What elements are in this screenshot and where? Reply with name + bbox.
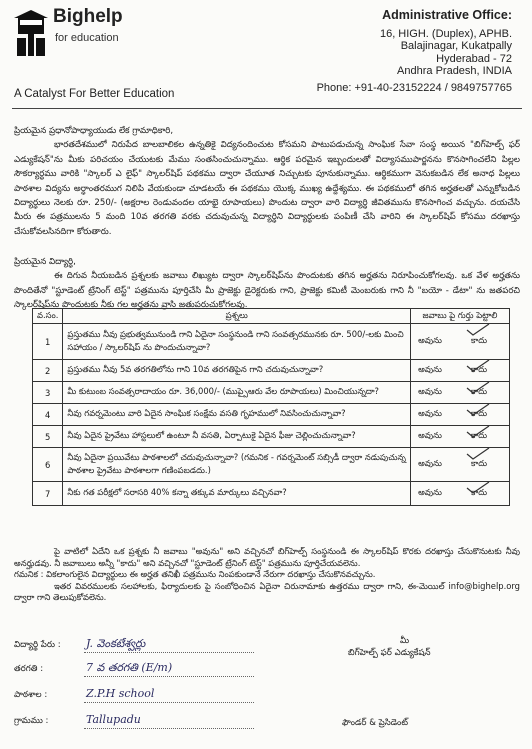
village-line <box>84 728 254 729</box>
note-contact: ఇతర వివరములకు సలహాలకు, ఫిర్యాదులకు పై సంబోధించిన ఏదైనా చిరునామాకు ఉత్తరము ద్వారా గాని, ఈ-మెయిల్ info@bighelp.org ద్వారా గాని తెలుపుకోవలెను. <box>14 580 520 603</box>
table-row <box>33 382 510 404</box>
notes-block <box>14 546 520 604</box>
answer-no-label: కాదు <box>470 335 488 345</box>
office-title: Administrative Office: <box>382 8 512 22</box>
answer-no[interactable] <box>449 404 510 426</box>
answer-yes[interactable]: అవును <box>411 382 450 404</box>
note-ineligibility: పై వాటిలో ఏదేని ఒక ప్రశ్నకు నీ జవాబు "అవును" అని వచ్చినచో బిగ్‌హెల్ప్ సంస్థనుండి ఈ స్కాలర్‌షిప్ కొరకు దరఖాస్తు చేసుకొనుటకు నీవు అనర్హుడవు. నీ జవాబులు అన్నీ "కాదు" అని వచ్చినచో "స్టూడెంట్ ట్రేనింగ్ టెస్ట్" పత్రమును పూర్తిచేయవలెను. <box>14 546 520 568</box>
address-line: Balajinagar, Kukatpally <box>400 40 512 53</box>
signature-closing: మీ <box>400 636 410 646</box>
header-divider <box>12 108 522 109</box>
answer-no[interactable] <box>449 324 510 360</box>
row-question: నీకు గత పరీక్షలో సరాసరి 40% కన్నా తక్కువ మార్కులు వచ్చినవా? <box>63 482 411 506</box>
letter-intro <box>14 124 520 239</box>
bighelp-logo-icon <box>14 8 48 60</box>
answer-yes[interactable]: అవును <box>411 482 450 506</box>
row-number: 6 <box>33 448 63 482</box>
address-line: Hyderabad - 72 <box>436 52 512 65</box>
row-question: మీ కుటుంబ సంవత్సరాదాయం రూ. 36,000/- (ముప్పైఆరు వేల రూపాయలు) మించియున్నదా? <box>63 382 411 404</box>
row-number: 3 <box>33 382 63 404</box>
answer-no-label: కాదు <box>470 458 488 468</box>
form-row-school <box>14 690 86 702</box>
answer-no-label: కాదు <box>470 408 488 418</box>
answer-yes[interactable]: అవును <box>411 324 450 360</box>
school-value[interactable]: Z.P.H school <box>86 687 155 700</box>
student-intro <box>14 255 520 313</box>
check-mark-icon <box>459 402 493 418</box>
school-label: పాఠశాల : <box>14 690 48 700</box>
answer-no[interactable] <box>449 426 510 448</box>
student-name-line <box>84 652 254 653</box>
answer-yes[interactable]: అవును <box>411 360 450 382</box>
answer-no[interactable] <box>449 482 510 506</box>
check-mark-icon <box>459 358 493 374</box>
tagline: A Catalyst For Better Education <box>14 88 175 100</box>
signature-title: ఫౌండర్ & ప్రెసిడెంట్ <box>342 718 408 728</box>
check-mark-icon <box>459 322 493 338</box>
row-question: నీవు ఏదైన ప్రైవేటు హాస్టలులో ఉంటూ నీ వసతి, ఏర్పాటుకై ఏదైన ఫీజు చెల్లించుచున్నావా? <box>63 426 411 448</box>
row-question: ప్రస్తుతము నీవు ప్రభుత్వమునుండి గాని ఏదైనా సంస్థనుండి గాని సంవత్సరమునకు రూ. 500/-లకు మించి సహాయం / స్కాలర్‌షిప్ ను పొందుచున్నావా? <box>63 324 411 360</box>
table-row <box>33 360 510 382</box>
row-number: 7 <box>33 482 63 506</box>
address-line: 16, HIGH. (Duplex), APHB. <box>379 27 512 40</box>
row-number: 4 <box>33 404 63 426</box>
office-address <box>317 9 512 95</box>
eligibility-table <box>32 308 510 506</box>
intro-paragraph: భారతదేశములో నిరుపేద బాలబాలికల ఉన్నతికై విద్యనందించుట కోసమని పాటుపడుచున్న సాంఘిక సేవా సంస్థ అయిన "బిగ్‌హెల్ప్ ఫర్ ఎడ్యుకేషన్"ను మీకు పరిచయం చేయుటకు మేము సంతసించుచున్నాము. ఆర్థిక పరమైన ఇబ్బందులతో విద్యాసముపార్జనను కొనసాగించలేని పిల్లల సౌకర్యార్ధము వారికి "స్కాలర్ ఎ లైఫ్" స్కాలర్‌షిప్ పథకము ద్వారా చేయూత నిచ్చుటకు పూనుకున్నాము. ఆర్థికముగా వెనుకబడిన లేక అనాధ పిల్లలు పాఠశాల విద్యను అర్ధాంతరముగ నిలిపి వేయకుండా చూడటయే ఈ పథకము యొక్క ముఖ్య ఉద్దేశ్యము. ఈ పథకములో తగిన అర్హతలతో ఎన్నుకోబడిన విద్యార్ధులు నెలకు రూ. 250/- (అక్షరాల రెండువందల యాభై రూపాయలు) పొందుట ద్వారా వారి విద్యార్ధి జీవితమును కొనసాగించ వచ్చును. దయచేసి మీరు ఈ పత్రములను 5 మంది 10వ తరగతి వరకు చదువుచున్న విద్యార్ధిని విద్యార్ధులకు పంపిణీ చేసి వారిని ఈ స్కాలర్‌షిప్ కోసము దరఖాస్తు చేసుకోవలసినదిగా కోరుతారు. <box>14 140 520 237</box>
answer-no-label: కాదు <box>470 386 488 396</box>
table-row <box>33 482 510 506</box>
answer-no-label: కాదు <box>470 364 488 374</box>
school-line <box>84 702 254 703</box>
answer-yes[interactable]: అవును <box>411 448 450 482</box>
note-disabled: గమనిక : వికలాంగులైన విద్యార్థులు ఈ అర్హత తనిఖీ పత్రమును నింపకుండానే నేరుగా దరఖాస్తు చేసుకొనవచ్చును. <box>14 569 376 580</box>
student-name-label: విద్యార్థి పేరు : <box>14 640 61 650</box>
answer-no-label: కాదు <box>470 487 488 497</box>
answer-no[interactable] <box>449 448 510 482</box>
table-row <box>33 324 510 360</box>
signature-organization: బిగ్‌హెల్ప్ ఫర్ ఎడ్యుకేషన్ <box>348 648 431 658</box>
table-row <box>33 426 510 448</box>
check-mark-icon <box>459 480 493 496</box>
student-name-value[interactable]: J. వెంకటేశ్వర్లు <box>86 637 146 650</box>
brand-name: Bighelp <box>53 6 123 27</box>
row-question: నీవు గవర్నమెంటు వారి ఏదైన సాంఘిక సంక్షేమ వసతి గృహములో నివసించుచున్నావా? <box>63 404 411 426</box>
student-paragraph: ఈ దిగువ నీయబడిన ప్రశ్నలకు జవాబు లిఖ్యుట ద్వారా స్కాలర్‌షిప్‌ను పొందుటకు తగిన అర్హతను నిరూపించుకోగలవు. ఒక వేళ అర్హతను పొందితేనో "స్టూడెంట్ ట్రేనింగ్ టెస్ట్" పత్రమును పూర్తిచేసి మీ ప్రాజెక్టు డైరెక్టరుకు గాని, ప్రాజెక్టు కమిటీ మెంబరుకు గాని నీ "బయో - డేటా" ను జతపరచి స్కాలర్‌షిప్‌ను పొందుటకు నీకు గల అర్హతను వ్రాసి జతుపరుచుకోగలవు. <box>14 271 520 311</box>
row-question: ప్రస్తుతము నీవు 5వ తరగతిలోను గాని 10వ తరగతిపైన గాని చదువుచున్నావా? <box>63 360 411 382</box>
class-label: తరగతి : <box>14 664 44 674</box>
form-row-class <box>14 664 86 676</box>
answer-yes[interactable]: అవును <box>411 426 450 448</box>
header-answer: జవాబు పై గుర్తు పెట్టాలి <box>411 309 510 324</box>
class-line <box>84 676 254 677</box>
table-header-row <box>33 309 510 324</box>
header-serial: వ.సం. <box>33 309 63 324</box>
village-label: గ్రామము : <box>14 716 49 726</box>
answer-no-label: కాదు <box>470 430 488 440</box>
check-mark-icon <box>459 446 493 462</box>
salutation-student: ప్రియమైన విద్యార్ధి, <box>14 257 76 267</box>
office-phone: Phone: +91-40-23152224 / 9849757765 <box>316 81 512 94</box>
brand-subtitle: for education <box>55 32 119 44</box>
table-row <box>33 404 510 426</box>
form-row-name <box>14 640 86 652</box>
row-number: 1 <box>33 324 63 360</box>
row-number: 2 <box>33 360 63 382</box>
address-line: Andhra Pradesh, INDIA <box>397 65 512 78</box>
answer-yes[interactable]: అవును <box>411 404 450 426</box>
row-question: నీవు ఏదైనా ప్రయివేటు పాఠశాలలో చదువుచున్నావా? (గమనిక - గవర్నమెంట్ సబ్సిడీ ద్వారా నడుపుచున్న పాఠశాల ప్రైవేటు పాఠశాలగా గణింపబడదు.) <box>63 448 411 482</box>
salutation-headmaster: ప్రియమైన ప్రధానోపాధ్యాయుడు లేక గ్రామాధికారి, <box>14 126 174 136</box>
form-row-village <box>14 716 86 728</box>
answer-no[interactable] <box>449 382 510 404</box>
row-number: 5 <box>33 426 63 448</box>
table-row <box>33 448 510 482</box>
header-question: ప్రశ్నలు <box>63 309 411 324</box>
class-value[interactable]: 7 వ తరగతి (E/m) <box>86 661 173 674</box>
answer-no[interactable] <box>449 360 510 382</box>
village-value[interactable]: Tallupadu <box>86 713 141 726</box>
check-mark-icon <box>459 424 493 440</box>
check-mark-icon <box>459 380 493 396</box>
